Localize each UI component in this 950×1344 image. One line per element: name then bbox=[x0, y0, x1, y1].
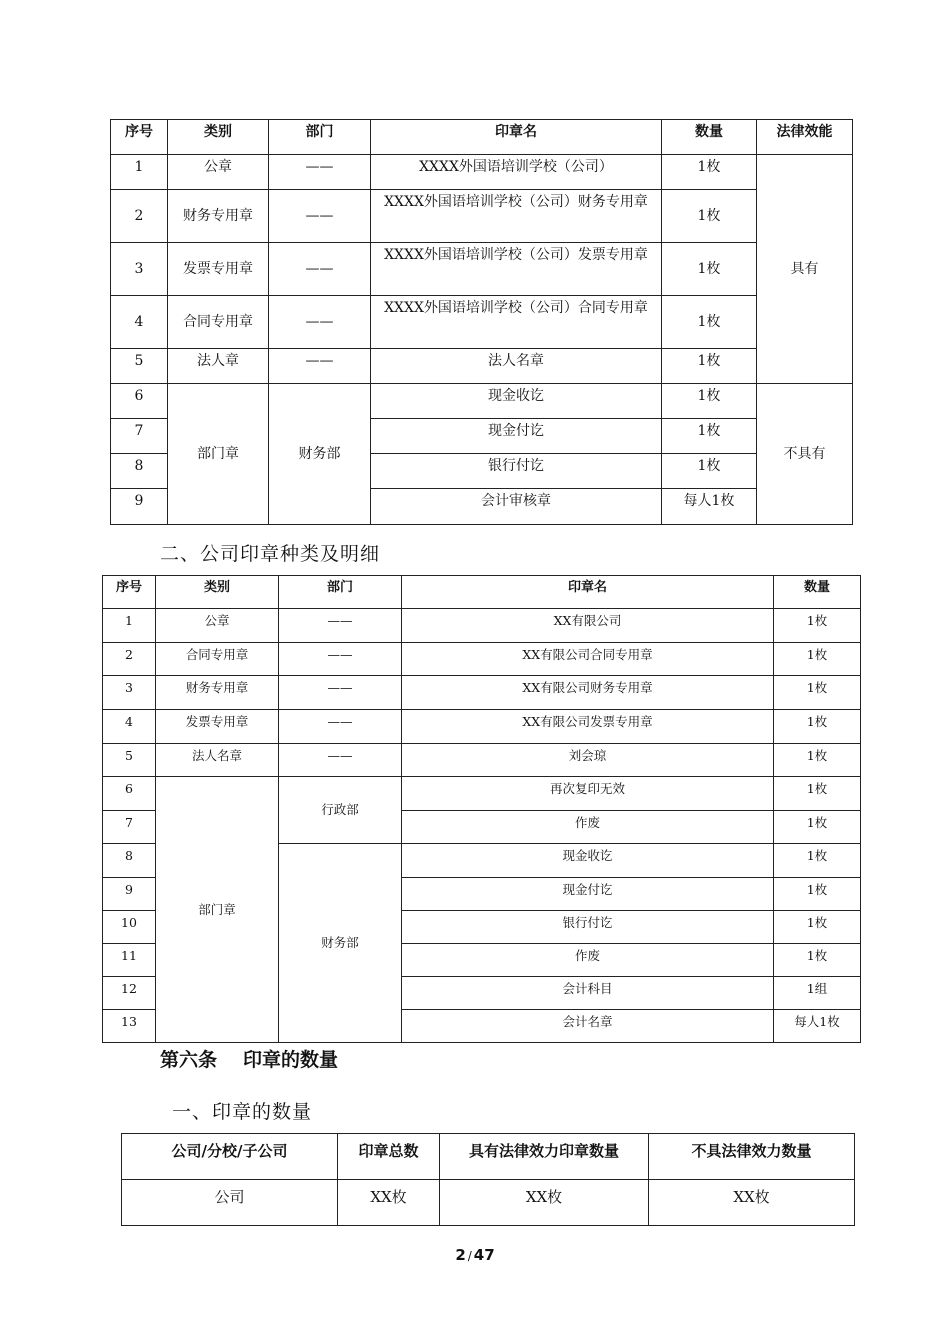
cell-seal-name: 会计名章 bbox=[402, 1010, 774, 1043]
header-legal-effect: 法律效能 bbox=[757, 120, 853, 155]
cell-dept: —— bbox=[279, 744, 402, 777]
page-number bbox=[0, 1246, 950, 1264]
cell-dept: —— bbox=[269, 155, 371, 190]
cell-no: 12 bbox=[103, 977, 156, 1010]
cell-dept-admin: 行政部 bbox=[279, 777, 402, 844]
table-row bbox=[103, 643, 861, 676]
cell-seal-name: XXXX外国语培训学校（公司）发票专用章 bbox=[371, 243, 662, 296]
cell-no: 3 bbox=[111, 243, 168, 296]
cell-quantity: 每人1枚 bbox=[662, 489, 757, 525]
page-separator: / bbox=[467, 1249, 472, 1263]
table-header-row bbox=[122, 1134, 855, 1180]
cell-no: 5 bbox=[111, 349, 168, 384]
header-category: 类别 bbox=[168, 120, 269, 155]
cell-seal-name: 现金收讫 bbox=[402, 844, 774, 878]
cell-no: 8 bbox=[103, 844, 156, 878]
cell-dept-finance: 财务部 bbox=[279, 844, 402, 1043]
cell-dept: —— bbox=[269, 243, 371, 296]
cell-category-dept-seal: 部门章 bbox=[156, 777, 279, 1043]
header-quantity: 数量 bbox=[662, 120, 757, 155]
table-row bbox=[111, 384, 853, 419]
table-row bbox=[103, 676, 861, 710]
table-header-row bbox=[103, 576, 861, 609]
table-row bbox=[103, 609, 861, 643]
cell-quantity: 1枚 bbox=[774, 710, 861, 744]
cell-category: 财务专用章 bbox=[156, 676, 279, 710]
article-subtitle: 印章的数量 bbox=[243, 1049, 339, 1071]
cell-quantity: 1枚 bbox=[662, 190, 757, 243]
cell-quantity: 1枚 bbox=[774, 878, 861, 911]
cell-legal-no: 不具有 bbox=[757, 384, 853, 525]
cell-seal-name: 会计审核章 bbox=[371, 489, 662, 525]
cell-seal-name: XXXX外国语培训学校（公司）合同专用章 bbox=[371, 296, 662, 349]
cell-dept: —— bbox=[279, 609, 402, 643]
cell-seal-name: 现金收讫 bbox=[371, 384, 662, 419]
cell-quantity: 1枚 bbox=[774, 609, 861, 643]
cell-seal-name: XX有限公司财务专用章 bbox=[402, 676, 774, 710]
table-row bbox=[111, 243, 853, 296]
cell-legal-count: XX枚 bbox=[440, 1180, 649, 1226]
cell-no: 3 bbox=[103, 676, 156, 710]
cell-no: 7 bbox=[103, 811, 156, 844]
header-category: 类别 bbox=[156, 576, 279, 609]
cell-seal-name: 现金付讫 bbox=[402, 878, 774, 911]
cell-seal-name: 再次复印无效 bbox=[402, 777, 774, 811]
cell-quantity: 1枚 bbox=[774, 777, 861, 811]
cell-category: 公章 bbox=[156, 609, 279, 643]
header-total: 印章总数 bbox=[338, 1134, 440, 1180]
cell-no: 2 bbox=[103, 643, 156, 676]
header-nonlegal-count: 不具法律效力数量 bbox=[649, 1134, 855, 1180]
header-no: 序号 bbox=[111, 120, 168, 155]
cell-category: 合同专用章 bbox=[168, 296, 269, 349]
cell-category: 合同专用章 bbox=[156, 643, 279, 676]
cell-dept: —— bbox=[279, 676, 402, 710]
cell-dept: —— bbox=[269, 349, 371, 384]
cell-quantity: 1枚 bbox=[774, 676, 861, 710]
header-legal-count: 具有法律效力印章数量 bbox=[440, 1134, 649, 1180]
page-total: 47 bbox=[473, 1246, 495, 1264]
cell-quantity: 1枚 bbox=[662, 243, 757, 296]
cell-no: 8 bbox=[111, 454, 168, 489]
header-entity: 公司/分校/子公司 bbox=[122, 1134, 338, 1180]
cell-entity: 公司 bbox=[122, 1180, 338, 1226]
cell-seal-name: 刘会琼 bbox=[402, 744, 774, 777]
cell-dept: —— bbox=[279, 643, 402, 676]
cell-no: 9 bbox=[103, 878, 156, 911]
cell-seal-name: 现金付讫 bbox=[371, 419, 662, 454]
cell-category: 发票专用章 bbox=[156, 710, 279, 744]
cell-seal-name: 作废 bbox=[402, 811, 774, 844]
cell-quantity: 1枚 bbox=[662, 296, 757, 349]
cell-quantity: 1枚 bbox=[774, 744, 861, 777]
cell-no: 1 bbox=[103, 609, 156, 643]
cell-no: 4 bbox=[111, 296, 168, 349]
seal-table-company bbox=[102, 575, 861, 1043]
cell-no: 13 bbox=[103, 1010, 156, 1043]
cell-nonlegal-count: XX枚 bbox=[649, 1180, 855, 1226]
cell-no: 7 bbox=[111, 419, 168, 454]
cell-total: XX枚 bbox=[338, 1180, 440, 1226]
cell-seal-name: XX有限公司合同专用章 bbox=[402, 643, 774, 676]
article-heading bbox=[160, 1045, 338, 1072]
table-row bbox=[111, 349, 853, 384]
cell-dept-finance: 财务部 bbox=[269, 384, 371, 525]
table-row bbox=[111, 296, 853, 349]
page-current: 2 bbox=[455, 1246, 466, 1264]
table-row bbox=[103, 777, 861, 811]
article-number: 第六条 bbox=[160, 1049, 218, 1071]
cell-quantity: 1枚 bbox=[774, 944, 861, 977]
cell-category-dept-seal: 部门章 bbox=[168, 384, 269, 525]
header-seal-name: 印章名 bbox=[402, 576, 774, 609]
cell-no: 1 bbox=[111, 155, 168, 190]
section-title-company-seals: 二、公司印章种类及明细 bbox=[160, 543, 381, 565]
cell-quantity: 每人1枚 bbox=[774, 1010, 861, 1043]
cell-dept: —— bbox=[269, 190, 371, 243]
cell-no: 6 bbox=[111, 384, 168, 419]
header-dept: 部门 bbox=[279, 576, 402, 609]
cell-no: 2 bbox=[111, 190, 168, 243]
cell-seal-name: 银行付讫 bbox=[371, 454, 662, 489]
seal-table-school bbox=[110, 119, 853, 525]
cell-category: 财务专用章 bbox=[168, 190, 269, 243]
cell-seal-name: 会计科目 bbox=[402, 977, 774, 1010]
seal-quantity-table bbox=[121, 1133, 855, 1226]
cell-no: 5 bbox=[103, 744, 156, 777]
cell-quantity: 1枚 bbox=[774, 911, 861, 944]
header-no: 序号 bbox=[103, 576, 156, 609]
cell-seal-name: 法人名章 bbox=[371, 349, 662, 384]
cell-quantity: 1组 bbox=[774, 977, 861, 1010]
cell-seal-name: XX有限公司发票专用章 bbox=[402, 710, 774, 744]
table-row bbox=[111, 155, 853, 190]
cell-no: 9 bbox=[111, 489, 168, 525]
cell-quantity: 1枚 bbox=[662, 454, 757, 489]
cell-quantity: 1枚 bbox=[774, 643, 861, 676]
cell-seal-name: XXXX外国语培训学校（公司） bbox=[371, 155, 662, 190]
section-title-seal-quantity: 一、印章的数量 bbox=[172, 1101, 313, 1123]
cell-seal-name: 作废 bbox=[402, 944, 774, 977]
cell-no: 4 bbox=[103, 710, 156, 744]
cell-quantity: 1枚 bbox=[662, 155, 757, 190]
cell-category: 法人章 bbox=[168, 349, 269, 384]
header-quantity: 数量 bbox=[774, 576, 861, 609]
cell-dept: —— bbox=[269, 296, 371, 349]
cell-quantity: 1枚 bbox=[774, 844, 861, 878]
cell-seal-name: XXXX外国语培训学校（公司）财务专用章 bbox=[371, 190, 662, 243]
cell-dept: —— bbox=[279, 710, 402, 744]
cell-no: 10 bbox=[103, 911, 156, 944]
table-row bbox=[122, 1180, 855, 1226]
cell-category: 法人名章 bbox=[156, 744, 279, 777]
header-dept: 部门 bbox=[269, 120, 371, 155]
cell-quantity: 1枚 bbox=[774, 811, 861, 844]
cell-category: 发票专用章 bbox=[168, 243, 269, 296]
cell-quantity: 1枚 bbox=[662, 349, 757, 384]
cell-legal-yes: 具有 bbox=[757, 155, 853, 384]
table-row bbox=[103, 744, 861, 777]
table-header-row bbox=[111, 120, 853, 155]
cell-seal-name: 银行付讫 bbox=[402, 911, 774, 944]
cell-quantity: 1枚 bbox=[662, 384, 757, 419]
cell-quantity: 1枚 bbox=[662, 419, 757, 454]
cell-no: 11 bbox=[103, 944, 156, 977]
table-row bbox=[103, 710, 861, 744]
cell-category: 公章 bbox=[168, 155, 269, 190]
table-row bbox=[111, 190, 853, 243]
cell-no: 6 bbox=[103, 777, 156, 811]
cell-seal-name: XX有限公司 bbox=[402, 609, 774, 643]
header-seal-name: 印章名 bbox=[371, 120, 662, 155]
